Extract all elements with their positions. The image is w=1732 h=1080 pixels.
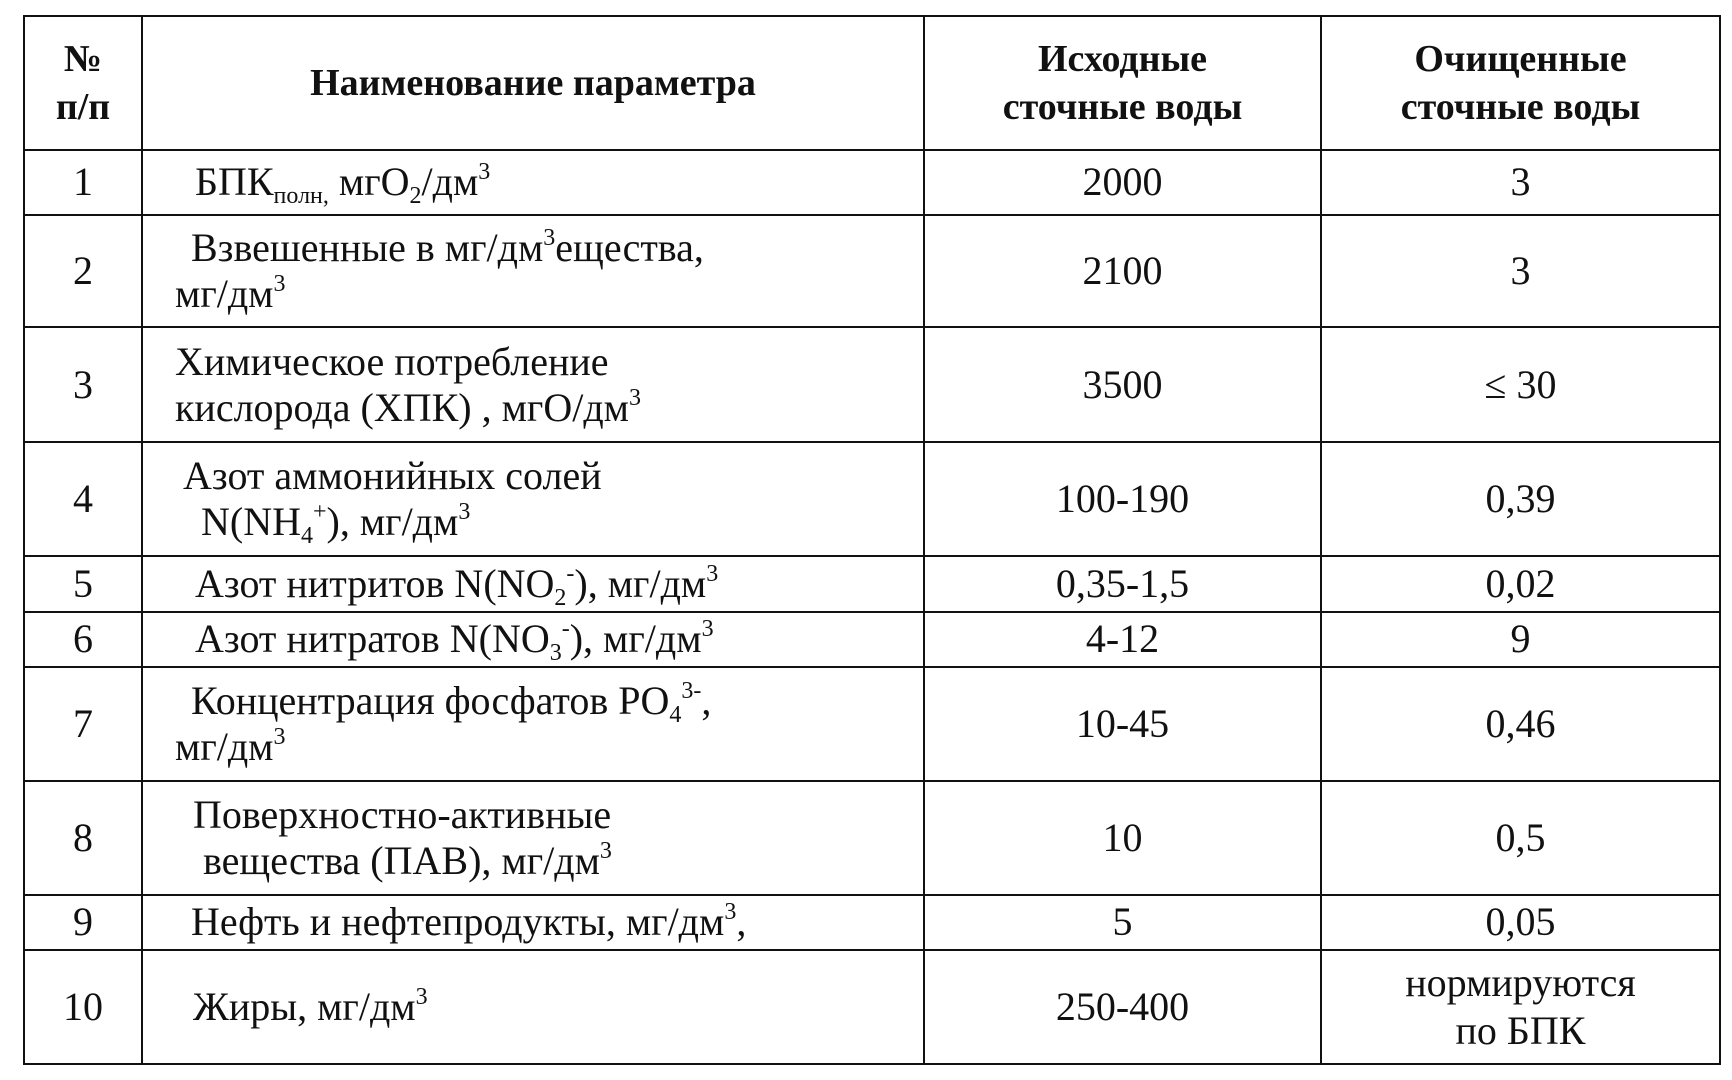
wastewater-parameters-table [23,15,1721,1065]
param-subscript: 4 [300,523,313,550]
param-superscript: 3 [273,723,286,750]
param-text: Азот нитратов N(NO [195,616,550,662]
param-text: ), мг/дм [326,499,459,545]
param-superscript: 3 [478,159,491,186]
param-text: Химическое потребление [175,338,609,384]
row-parameter [142,895,924,950]
param-subscript: 2 [409,183,422,210]
row-initial-value: 2100 [924,215,1321,328]
row-treated-value: 9 [1321,612,1720,667]
header-initial-line1: Исходные [1037,38,1208,80]
header-parameter [142,16,924,150]
param-superscript: 3 [701,616,714,643]
param-text: Нефть и нефтепродукты, мг/дм [191,899,725,945]
header-number-line1: № [63,38,103,80]
row-number: 2 [24,215,142,328]
row-parameter [142,556,924,611]
document-page [23,15,1719,1065]
row-treated-value: 0,05 [1321,895,1720,950]
param-text: Азот аммонийных солей [183,453,602,499]
param-text: мг/дм [175,270,274,316]
param-superscript: 3 [628,384,641,411]
table-row [24,150,1720,214]
row-initial-value: 10 [924,781,1321,895]
param-text: , [736,899,747,945]
row-initial-value: 2000 [924,150,1321,214]
param-superscript: - [561,616,570,643]
param-superscript: - [566,560,575,587]
table-row [24,442,1720,556]
row-initial-value: 250-400 [924,950,1321,1064]
row-parameter [142,612,924,667]
row-treated-value: 0,02 [1321,556,1720,611]
param-superscript: 3 [273,270,286,297]
table-row [24,612,1720,667]
param-text: БПК [195,159,274,205]
header-treated [1321,16,1720,150]
param-text: Концентрация фосфатов PO [191,677,670,723]
table-row [24,556,1720,611]
param-text: ещества, [555,224,704,270]
param-superscript: + [312,499,327,526]
table-row [24,781,1720,895]
row-number: 6 [24,612,142,667]
row-number: 4 [24,442,142,556]
param-text: ), мг/дм [574,560,707,606]
row-number: 9 [24,895,142,950]
row-parameter [142,667,924,781]
header-initial [924,16,1321,150]
param-subscript: 3 [549,640,562,667]
row-initial-value: 0,35-1,5 [924,556,1321,611]
param-superscript: 3- [681,677,702,704]
row-parameter [142,950,924,1064]
table-row [24,950,1720,1064]
param-text: кислорода (ХПК) , мгО/дм [175,384,629,430]
header-parameter-label: Наименование параметра [310,62,756,104]
row-treated-value: ≤ 30 [1321,327,1720,442]
param-superscript: 3 [724,899,737,926]
param-text: Жиры, мг/дм [193,984,416,1030]
param-text: вещества (ПАВ), мг/дм [203,837,600,883]
param-subscript: полн, [273,183,329,210]
param-superscript: 3 [599,837,612,864]
param-text: Поверхностно-активные [193,791,612,837]
param-subscript: 2 [554,584,567,611]
header-treated-line1: Очищенные [1414,38,1627,80]
param-text: ), мг/дм [569,616,702,662]
row-treated-value: 0,39 [1321,442,1720,556]
row-treated-value: 3 [1321,215,1720,328]
row-initial-value: 4-12 [924,612,1321,667]
param-text: Взвешенные в мг/дм [191,224,544,270]
row-parameter [142,781,924,895]
header-number [24,16,142,150]
treated-note-line1: нормируются [1405,960,1636,1006]
row-number: 7 [24,667,142,781]
row-number: 10 [24,950,142,1064]
param-superscript: 3 [543,224,556,251]
row-number: 3 [24,327,142,442]
param-text: мг/дм [175,723,274,769]
row-number: 8 [24,781,142,895]
table-row [24,667,1720,781]
header-number-line2: п/п [55,86,111,128]
param-superscript: 3 [415,984,428,1011]
row-initial-value: 5 [924,895,1321,950]
param-text: /дм [421,159,479,205]
table-row [24,327,1720,442]
header-treated-line2: сточные воды [1400,86,1641,128]
table-row [24,215,1720,328]
param-text: , [701,677,712,723]
row-treated-value: 3 [1321,150,1720,214]
row-number: 5 [24,556,142,611]
row-treated-value: 0,5 [1321,781,1720,895]
row-number: 1 [24,150,142,214]
row-initial-value: 10-45 [924,667,1321,781]
row-treated-value: 0,46 [1321,667,1720,781]
row-parameter [142,327,924,442]
treated-note-line2: по БПК [1455,1008,1586,1054]
row-initial-value: 3500 [924,327,1321,442]
row-parameter [142,215,924,328]
param-text: Азот нитритов N(NO [195,560,555,606]
row-parameter [142,442,924,556]
table-row [24,895,1720,950]
table-header-row [24,16,1720,150]
param-text: N(NH [201,499,301,545]
row-treated-value [1321,950,1720,1064]
param-subscript: 4 [669,701,682,728]
row-parameter [142,150,924,214]
row-initial-value: 100-190 [924,442,1321,556]
header-initial-line2: сточные воды [1002,86,1243,128]
param-superscript: 3 [706,560,719,587]
param-superscript: 3 [458,499,471,526]
param-text: мгО [328,159,410,205]
